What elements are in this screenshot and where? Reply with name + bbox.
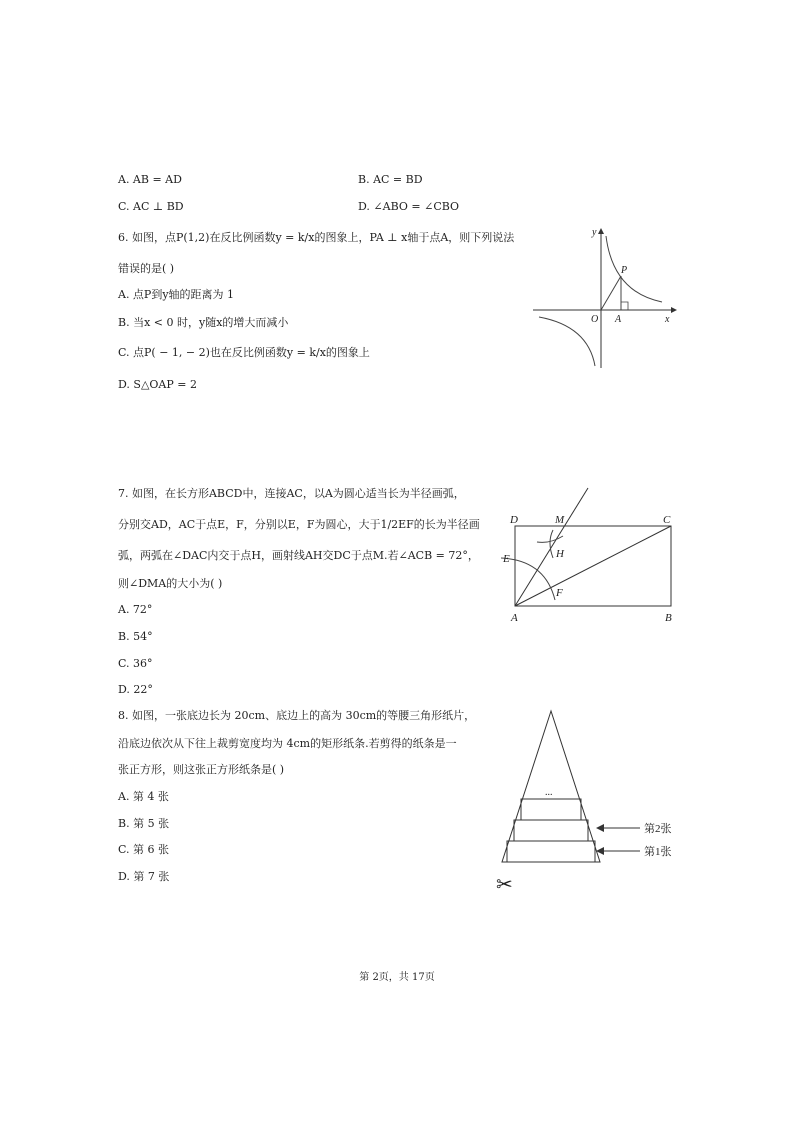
q8-stem-line2: 沿底边依次从下往上裁剪宽度均为 4cm的矩形纸条.若剪得的纸条是一 <box>118 737 457 750</box>
q6-stem-line1: 6. 如图，点P(1,2)在反比例函数y = k/x的图象上，PA ⊥ x轴于点A，则下列说法 <box>118 231 515 244</box>
q5-option-c: C. AC ⊥ BD <box>118 200 184 213</box>
q8-option-c: C. 第 6 张 <box>118 843 170 856</box>
q5-option-d: D. ∠ABO = ∠CBO <box>358 200 460 213</box>
q6-stem-line2: 错误的是( ) <box>118 262 175 275</box>
label-first-strip: 第1张 <box>644 846 672 858</box>
segment-op <box>601 276 621 310</box>
right-angle-mark <box>621 302 628 310</box>
q7-option-a: A. 72° <box>118 603 153 616</box>
q8-stem-line1: 8. 如图，一张底边长为 20cm、底边上的高为 30cm的等腰三角形纸片， <box>118 709 476 722</box>
label-h: H <box>556 548 564 560</box>
q7-figure <box>495 482 685 627</box>
q8-option-a: A. 第 4 张 <box>118 790 169 803</box>
arrow-2-head <box>596 824 604 832</box>
q6-option-a: A. 点P到y轴的距离为 1 <box>118 288 235 301</box>
q7-stem-line1: 7. 如图，在长方形ABCD中，连接AC，以A为圆心适当长为半径画弧， <box>118 487 465 500</box>
diagonal-ac <box>515 526 671 606</box>
scissors-icon: ✂ <box>496 874 513 896</box>
q7-stem-line3: 弧，两弧在∠DAC内交于点H，画射线AH交DC于点M.若∠ACB = 72°， <box>118 549 479 562</box>
q6-figure <box>525 222 685 370</box>
q7-stem-line4: 则∠DMA的大小为( ) <box>118 577 223 590</box>
hyperbola-branch-1 <box>606 236 662 302</box>
q7-option-d: D. 22° <box>118 683 153 696</box>
q6-option-c: C. 点P( − 1, − 2)也在反比例函数y = k/x的图象上 <box>118 346 370 359</box>
label-c: C <box>663 514 671 526</box>
q5-option-a: A. AB = AD <box>118 173 182 186</box>
page-footer: 第 2页，共 17页 <box>359 972 435 983</box>
label-a: A <box>511 612 518 624</box>
label-b: B <box>665 612 672 624</box>
q5-option-b: B. AC = BD <box>358 173 423 186</box>
label-a: A <box>615 314 622 325</box>
q6-option-b: B. 当x < 0 时，y随x的增大而减小 <box>118 316 289 329</box>
hyperbola-branch-2 <box>539 317 595 366</box>
q8-stem-line3: 张正方形，则这张正方形纸条是( ) <box>118 763 285 776</box>
strip-1 <box>507 841 595 862</box>
q8-option-b: B. 第 5 张 <box>118 817 170 830</box>
y-axis-arrow <box>598 228 604 234</box>
strip-3 <box>521 799 581 820</box>
label-m: M <box>555 514 565 526</box>
label-e: E <box>503 553 510 565</box>
ellipsis: ... <box>545 787 553 798</box>
label-second-strip: 第2张 <box>644 823 672 835</box>
q7-stem-line2: 分别交AD，AC于点E，F，分别以E，F为圆心，大于1/2EF的长为半径画 <box>118 518 480 531</box>
label-d: D <box>510 514 518 526</box>
q6-option-d: D. S△OAP = 2 <box>118 378 197 391</box>
label-x: x <box>665 314 670 325</box>
label-y: y <box>592 227 597 238</box>
q8-option-d: D. 第 7 张 <box>118 870 170 883</box>
strip-2 <box>514 820 588 841</box>
q7-option-b: B. 54° <box>118 630 153 643</box>
label-p: P <box>621 265 628 276</box>
label-f: F <box>556 587 563 599</box>
q8-figure <box>492 705 692 897</box>
q7-option-c: C. 36° <box>118 657 153 670</box>
label-o: O <box>591 314 599 325</box>
x-axis-arrow <box>671 307 677 313</box>
arc-from-f <box>550 530 553 558</box>
